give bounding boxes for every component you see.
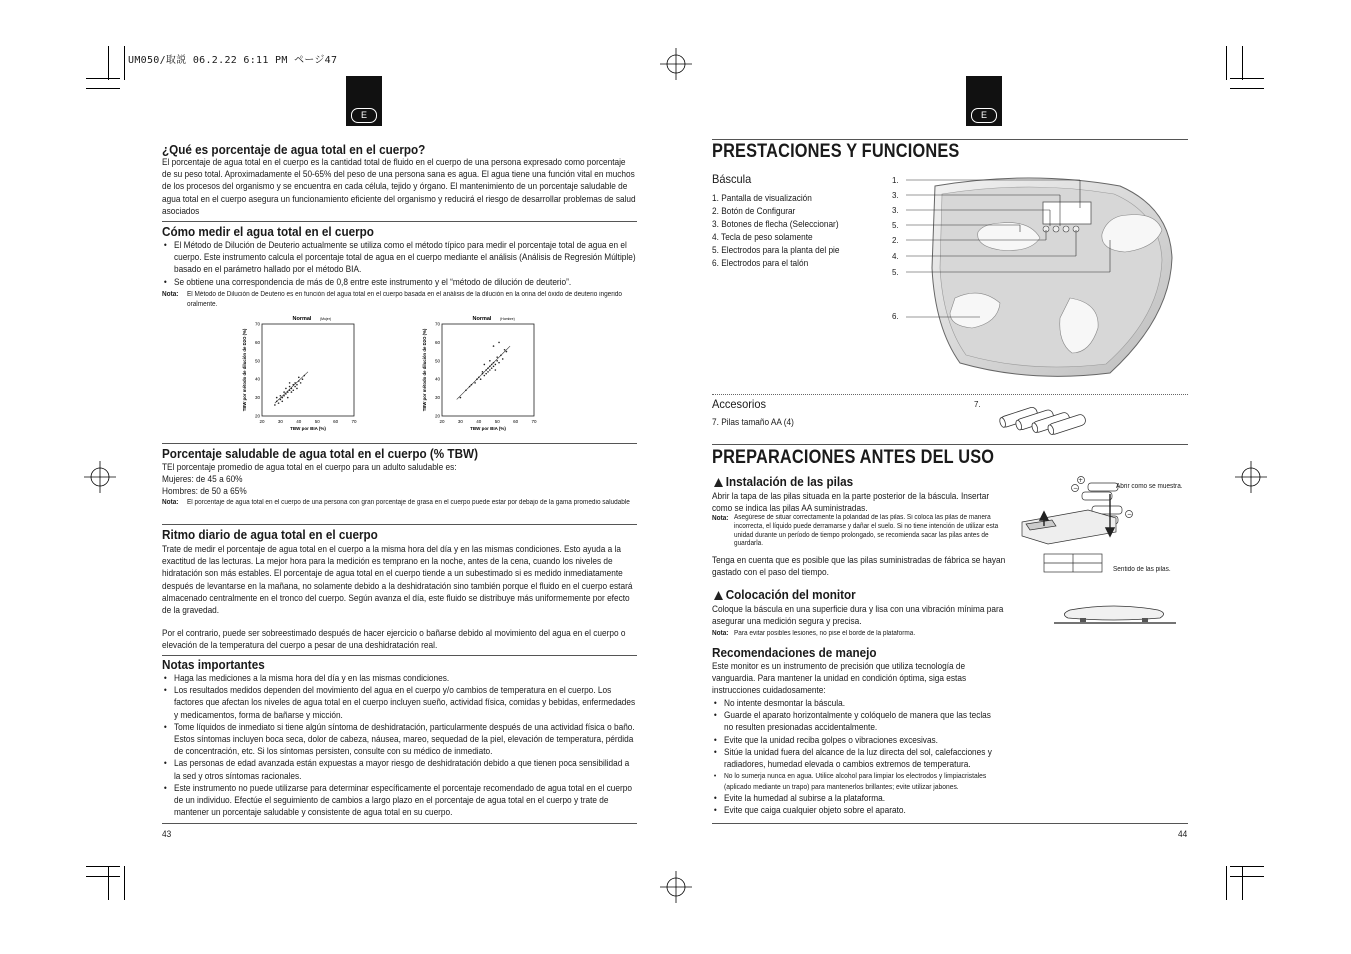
data-point	[489, 366, 491, 368]
data-point	[506, 351, 508, 353]
list-item: 6. Electrodos para el talón	[712, 258, 809, 268]
data-point	[292, 384, 294, 386]
data-point	[469, 386, 471, 388]
data-point	[489, 369, 491, 371]
data-point	[294, 382, 296, 384]
data-point	[274, 404, 276, 406]
y-tick-label: 20	[434, 413, 440, 419]
x-tick-label: 70	[351, 419, 357, 424]
data-point	[287, 391, 289, 393]
x-tick-label: 20	[259, 419, 265, 424]
list-item: 3. Botones de flecha (Seleccionar)	[712, 219, 839, 229]
data-point	[487, 371, 489, 373]
data-point	[493, 366, 495, 368]
list-item: • Guarde el aparato horizontalmente y colóquelo de manera que las teclas no resulten presionadas accidentalmente.	[712, 709, 997, 733]
data-point	[298, 380, 300, 382]
print-header: UM050/取説 06.2.22 6:11 PM ページ47	[128, 55, 338, 66]
data-point	[460, 397, 462, 399]
y-tick-label: 50	[434, 358, 440, 364]
data-point	[493, 345, 495, 347]
data-point	[498, 342, 500, 344]
regression-line	[275, 372, 308, 403]
data-point	[294, 386, 296, 388]
data-point	[285, 388, 287, 390]
data-point	[300, 382, 302, 384]
data-point	[478, 377, 480, 379]
x-tick-label: 40	[476, 419, 482, 424]
plot-frame	[442, 324, 534, 416]
callout-number: 5.	[892, 268, 899, 277]
bullet-list	[162, 672, 636, 818]
page-number: 44	[1178, 829, 1188, 839]
data-point	[495, 364, 497, 366]
data-point	[298, 377, 300, 379]
data-point	[296, 384, 298, 386]
data-point	[280, 395, 282, 397]
list-item: • Se obtiene una correspondencia de más de 0,8 entre este instrumento y el “método de dilución de deuterio”.	[162, 276, 636, 288]
data-point	[289, 382, 291, 384]
accessory-item: 7. Pilas tamaño AA (4)	[712, 417, 794, 427]
data-point	[496, 360, 498, 362]
data-point	[289, 389, 291, 391]
data-point	[485, 369, 487, 371]
scale-subtitle: Báscula	[712, 172, 752, 186]
data-point	[471, 384, 473, 386]
list-item: • Evite que la unidad reciba golpes o vibraciones excesivas.	[712, 734, 997, 746]
chart-title: Normal	[292, 316, 312, 322]
x-tick-label: 50	[314, 419, 320, 424]
x-axis-label: TBW por BIA (%)	[470, 426, 506, 431]
list-item: • Las personas de edad avanzada están expuestas a mayor riesgo de deshidratación debido a que tienen poca sensibilidad a la sed y otros síntomas racionales.	[162, 757, 636, 781]
y-tick-label: 40	[254, 376, 260, 382]
battery-title	[714, 474, 853, 489]
x-tick-label: 60	[333, 419, 339, 424]
y-axis-label: TBW por método de dilución de D2O (%)	[242, 328, 247, 412]
section-body: El porcentaje de agua total en el cuerpo es la cantidad total de fluido en el cuerpo de una persona expresado como porcentaje de su peso total. Aproximadamente el 50-65% del peso de una persona sana es agua. El agua tiene una función vital en muchos de los procesos del organismo y se encuentra en cada célula, tejido y órgano. El mantenimiento de un porcentaje saludable de agua total en el cuerpo asegura un funcionamiento eficiente del organismo y reducirá el riesgo de desarrollar problemas de salud asociados	[162, 157, 636, 216]
data-point	[287, 397, 289, 399]
data-point	[476, 378, 478, 380]
y-tick-label: 70	[254, 321, 260, 327]
data-point	[291, 391, 293, 393]
list-item: 4. Tecla de peso solamente	[712, 232, 813, 242]
callout-number: 7.	[974, 400, 981, 409]
x-tick-label: 60	[513, 419, 519, 424]
data-point	[289, 386, 291, 388]
language-tab-right	[966, 76, 1002, 126]
battery-caption-open: Abrir como se muestra.	[1116, 483, 1183, 490]
list-item: • Sitúe la unidad fuera del alcance de la luz directa del sol, calefacciones y radiadores, humedad elevada o cambios extremos de temperatura.	[712, 746, 997, 770]
note-text: El porcentaje de agua total en el cuerpo de una persona con gran porcentaje de grasa en el cuerpo puede estar por debajo de la gama promedio saludable	[187, 499, 630, 506]
data-point	[484, 375, 486, 377]
section-title: Notas importantes	[162, 657, 265, 672]
y-tick-label: 30	[254, 395, 260, 401]
callout-number: 3.	[892, 206, 899, 215]
data-point	[482, 373, 484, 375]
data-point	[480, 378, 482, 380]
chart-subtitle: (Mujer)	[320, 317, 332, 321]
list-item: • No lo sumerja nunca en agua. Utilice alcohol para limpiar los electrodos y limpiacristales (aplicado mediante un trapo) para mantenerlos brillantes; evite utilizar jabones.	[712, 770, 997, 792]
language-tab-label: E	[351, 108, 377, 123]
note-label: Nota:	[162, 499, 179, 506]
note-text: Para evitar posibles lesiones, no pise el borde de la plataforma.	[734, 630, 916, 637]
section-body: Mujeres: de 45 a 60%	[162, 474, 243, 484]
bullet-list	[162, 239, 636, 288]
list-item: • Haga las mediciones a la misma hora del día y en las mismas condiciones.	[162, 672, 636, 684]
x-tick-label: 40	[296, 419, 302, 424]
y-tick-label: 60	[434, 339, 440, 345]
care-body: Este monitor es un instrumento de precisión que utiliza tecnología de vanguardia. Para mantener la unidad en condición óptima, siga estas instrucciones cuidadosamente:	[712, 661, 967, 696]
scatter-chart-mujer	[238, 312, 370, 440]
y-tick-label: 20	[254, 413, 260, 419]
battery-title-text: Instalación de las pilas	[725, 474, 854, 489]
x-tick-label: 20	[439, 419, 445, 424]
language-tab-left	[346, 76, 382, 126]
data-point	[498, 362, 500, 364]
bullet-list	[712, 697, 997, 817]
section-body: Hombres: de 50 a 65%	[162, 486, 247, 496]
data-point	[487, 367, 489, 369]
data-point	[491, 364, 493, 366]
data-point	[281, 400, 283, 402]
data-point	[302, 378, 304, 380]
y-tick-label: 70	[434, 321, 440, 327]
data-point	[280, 399, 282, 401]
y-tick-label: 50	[254, 358, 260, 364]
y-axis-label: TBW por método de dilución de D2O (%)	[422, 328, 427, 412]
data-point	[482, 371, 484, 373]
y-tick-label: 30	[434, 395, 440, 401]
callout-number: 1.	[892, 176, 899, 185]
battery-install-illustration	[1018, 474, 1133, 578]
svg-text:+: +	[1078, 477, 1084, 484]
callout-number: 5.	[892, 221, 899, 230]
battery-caption-direction: Sentido de las pilas.	[1113, 566, 1171, 573]
list-item: • Evite la humedad al subirse a la plataforma.	[712, 792, 997, 804]
language-tab-label: E	[971, 108, 997, 123]
list-item: • Evite que caiga cualquier objeto sobre el aparato.	[712, 804, 997, 816]
accessories-title: Accesorios	[712, 397, 766, 411]
data-point	[283, 395, 285, 397]
callout-number: 4.	[892, 252, 899, 261]
page-number: 43	[162, 829, 172, 839]
list-item: • Este instrumento no puede utilizarse para determinar específicamente el porcentaje recomendado de agua total en el cuerpo de un individuo. Efectúe el seguimiento de cambios a largo plazo en el porcentaje de agua total en el cuerpo y trate de mantener un porcentaje saludable y consistente de agua total en su cuerpo.	[162, 782, 636, 819]
data-point	[489, 360, 491, 362]
battery-body: Abrir la tapa de las pilas situada en la parte posterior de la báscula. Insertar como se indica las pilas AA suministradas.	[712, 491, 990, 514]
data-point	[500, 354, 502, 356]
note-label: Nota:	[712, 515, 729, 522]
list-item: • No intente desmontar la báscula.	[712, 697, 997, 709]
data-point	[285, 393, 287, 395]
data-point	[281, 397, 283, 399]
section-body: Por el contrario, puede ser sobreestimado después de hacer ejercicio o bañarse debido al movimiento del agua en el cuerpo o elevación de la temperatura del cuerpo a pesar de una deshidratación real.	[162, 628, 626, 651]
callout-number: 2.	[892, 236, 899, 245]
data-point	[278, 402, 280, 404]
section-body: TEl porcentaje promedio de agua total en el cuerpo para un adulto saludable es:	[162, 462, 457, 472]
section-title: Ritmo diario de agua total en el cuerpo	[162, 527, 378, 542]
data-point	[474, 382, 476, 384]
list-item: 1. Pantalla de visualización	[712, 193, 812, 203]
data-point	[304, 375, 306, 377]
parts-list	[712, 192, 840, 270]
data-point	[485, 373, 487, 375]
x-tick-label: 30	[457, 419, 463, 424]
section-title: ¿Qué es porcentaje de agua total en el cuerpo?	[162, 142, 426, 157]
section-title: PREPARACIONES ANTES DEL USO	[712, 447, 995, 468]
data-point	[491, 367, 493, 369]
section-title: Cómo medir el agua total en el cuerpo	[162, 224, 374, 239]
scatter-chart-hombre	[418, 312, 550, 440]
monitor-title-text: Colocación del monitor	[725, 587, 856, 602]
scale-side-illustration	[1050, 600, 1180, 630]
list-item: 2. Botón de Configurar	[712, 206, 796, 216]
note-text: El Método de Dilución de Deuterio es en función del agua total en el cuerpo basada en el análisis de la dilución en la orina del óxido de deuterio ingerido oralmente.	[187, 291, 623, 308]
section-title: Porcentaje saludable de agua total en el cuerpo (% TBW)	[162, 446, 478, 461]
note-text: Asegúrese de situar correctamente la polaridad de las pilas. Si coloca las pilas de manera incorrecta, el líquido puede derramarse y dañar el suelo. Si no tiene intención de utilizar esta unidad durante un período de tiempo prolongado, se recomienda sacar las pilas antes de guardarla.	[734, 514, 999, 548]
chart-subtitle: (Hombre)	[500, 317, 515, 321]
data-point	[484, 364, 486, 366]
warning-icon	[714, 478, 723, 487]
list-item: • Tome líquidos de inmediato si tiene algún síntoma de deshidratación, particularmente después de una actividad física o baño. Estos síntomas incluyen boca seca, dolor de cabeza, náusea, mareo, sequedad de la piel, elevación de temperatura, pérdida de concentración, etc. Si los síntomas persisten, consulte con su médico de inmediato.	[162, 721, 636, 758]
data-point	[493, 362, 495, 364]
callout-number: 6.	[892, 312, 899, 321]
batteries-illustration	[998, 396, 1088, 440]
data-point	[296, 388, 298, 390]
list-item: • Los resultados medidos dependen del movimiento del agua en el cuerpo y/o cambios de temperatura en el cuerpo. Los factores que afectan los niveles de agua total en el cuerpo incluyen sueño, actividad física, comidas y bebidas, enfermedades y medicamentos, forma de bañarse y micción.	[162, 684, 636, 721]
battery-body-2: Tenga en cuenta que es posible que las pilas suministradas de fábrica se hayan gastado con el paso del tiempo.	[712, 555, 1006, 578]
data-point	[496, 356, 498, 358]
data-point	[504, 349, 506, 351]
data-point	[292, 389, 294, 391]
x-tick-label: 50	[494, 419, 500, 424]
data-point	[502, 358, 504, 360]
list-item: • El Método de Dilución de Deuterio actualmente se utiliza como el método típico para medir el porcentaje total de agua en el cuerpo. Este instrumento calcula el porcentaje total de agua en el cuerpo mediante el análisis (Análisis de Regresión Múltiple) basado en el parámetro hallado por el método BIA.	[162, 239, 636, 276]
data-point	[276, 400, 278, 402]
section-body: Trate de medir el porcentaje de agua total en el cuerpo a la misma hora del día y en las mismas condiciones. Esto ayuda a la exactitud de las lecturas. La mejor hora para la medición es temprano en la noche, antes de la cena, cuando los niveles de hidratación son más estables. El porcentaje de agua total en el cuerpo tiende a un subestimado si es medido inmediatamente después de levantarse en la mañana, no solamente debido a la deshidratación sino también porque el fluido en el cuerpo estará almacenado centralmente en el tronco del cuerpo. Según avanza el día, este fluido se distribuye más uniformemente por efecto de la gravedad.	[162, 544, 633, 616]
warning-icon	[714, 591, 723, 600]
x-axis-label: TBW por BIA (%)	[290, 426, 326, 431]
x-tick-label: 30	[277, 419, 283, 424]
regression-line	[457, 346, 510, 399]
chart-title: Normal	[472, 316, 492, 322]
data-point	[283, 391, 285, 393]
data-point	[495, 369, 497, 371]
scale-illustration	[880, 168, 1180, 388]
note-label: Nota:	[712, 630, 729, 637]
y-tick-label: 60	[254, 339, 260, 345]
data-point	[465, 389, 467, 391]
svg-text:−: −	[1127, 511, 1133, 518]
care-title: Recomendaciones de manejo	[712, 645, 877, 660]
x-tick-label: 70	[531, 419, 537, 424]
monitor-body: Coloque la báscula en una superficie dura y lisa con una vibración mínima para asegurar una medición segura y precisa.	[712, 604, 1004, 627]
list-item: 5. Electrodos para la planta del pie	[712, 245, 840, 255]
svg-text:−: −	[1073, 485, 1079, 492]
callout-number: 3.	[892, 191, 899, 200]
data-point	[291, 388, 293, 390]
monitor-title	[714, 587, 856, 602]
data-point	[276, 397, 278, 399]
section-title: PRESTACIONES Y FUNCIONES	[712, 141, 960, 162]
y-tick-label: 40	[434, 376, 440, 382]
note-label: Nota:	[162, 291, 179, 298]
